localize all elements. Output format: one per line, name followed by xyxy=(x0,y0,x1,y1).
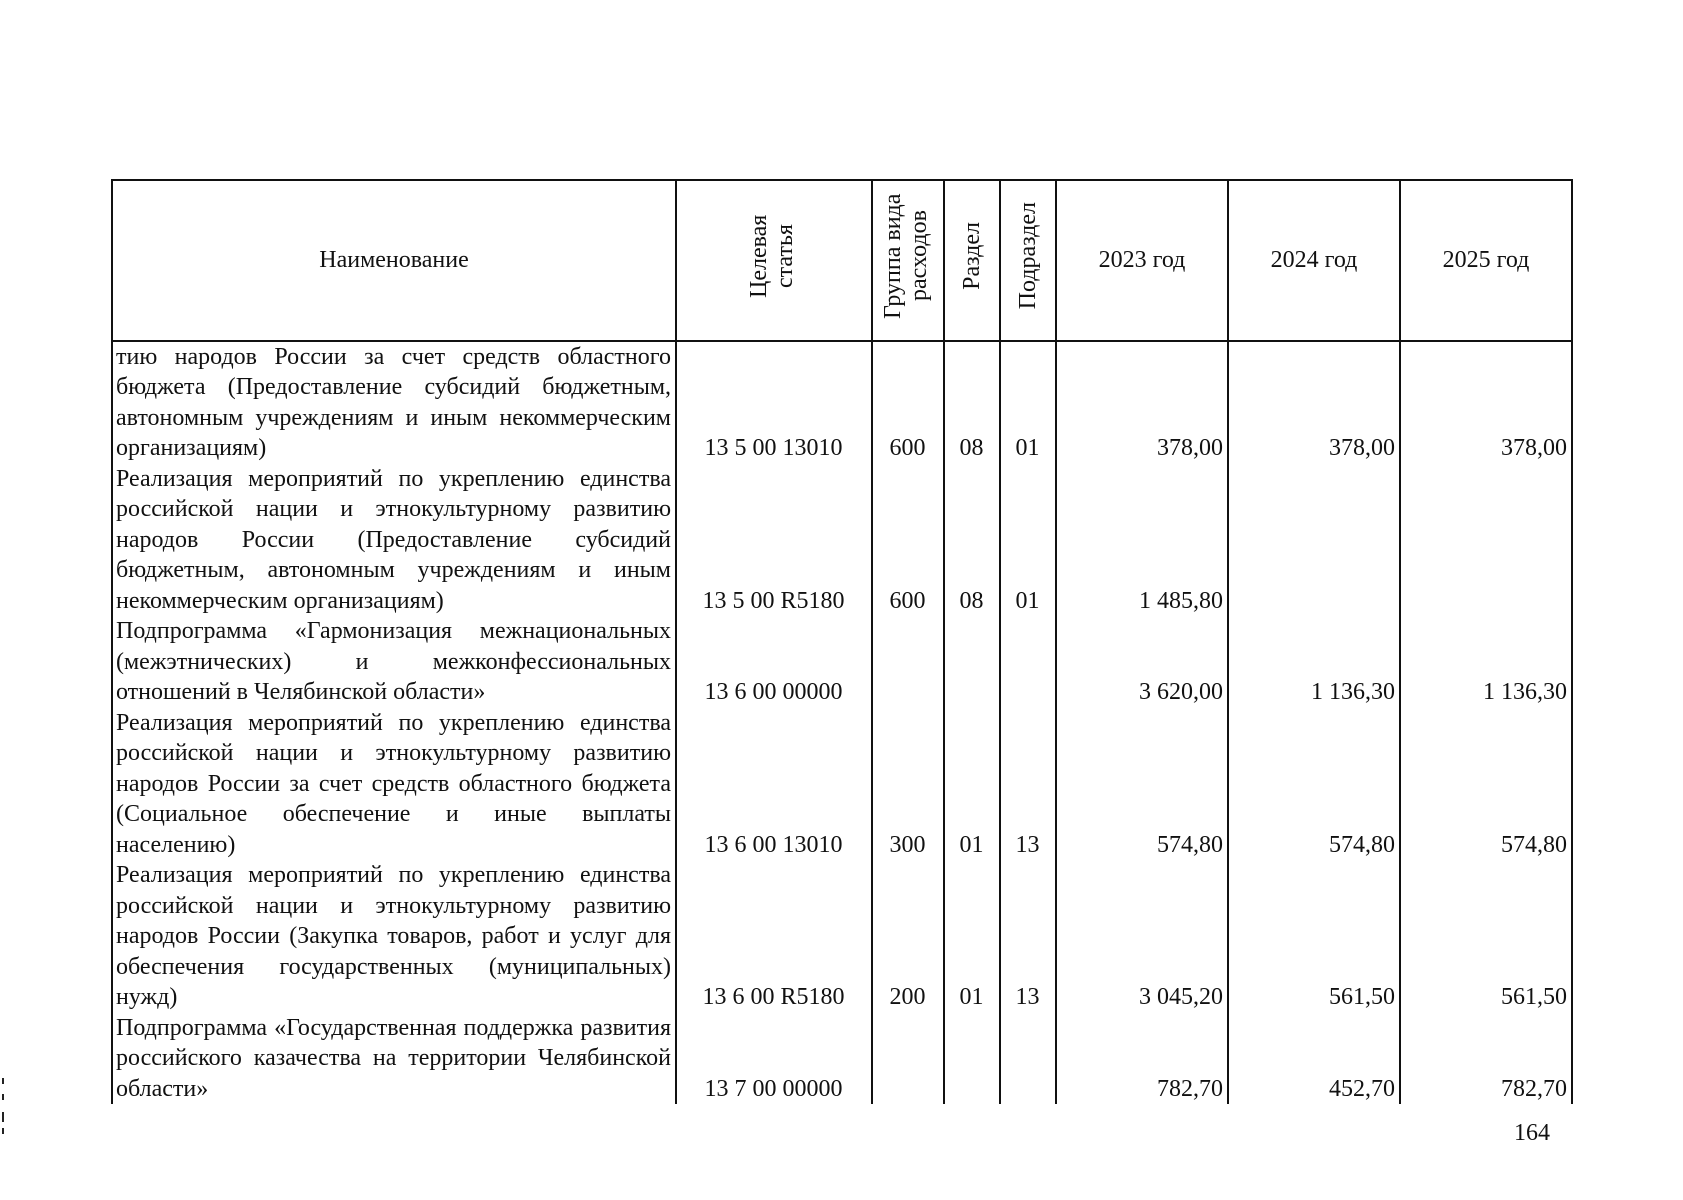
row-value-2023: 3 045,20 xyxy=(1056,860,1228,1013)
table-row xyxy=(112,341,1572,464)
row-expense-group: 200 xyxy=(872,860,944,1013)
row-value-2023: 782,70 xyxy=(1056,1013,1228,1105)
row-subsection: 13 xyxy=(1000,860,1056,1013)
row-value-2024 xyxy=(1228,464,1400,617)
row-value-2023: 574,80 xyxy=(1056,708,1228,861)
scan-artifact xyxy=(2,1128,4,1134)
row-name: Реализация мероприятий по укреплению единства российской нации и этнокультурному развитию народов России (Закупка товаров, работ и услуг для обеспечения государственных (муниципальных) нужд) xyxy=(112,860,676,1013)
row-subsection: 01 xyxy=(1000,464,1056,617)
row-value-2025: 574,80 xyxy=(1400,708,1572,861)
row-name: Реализация мероприятий по укреплению единства российской нации и этнокультурному развитию народов России за счет средств областного бюджета (Социальное обеспечение и иные выплаты населению) xyxy=(112,708,676,861)
scan-artifact xyxy=(2,1078,4,1084)
row-section: 08 xyxy=(944,464,1000,617)
row-subsection: 01 xyxy=(1000,341,1056,464)
row-target-code: 13 6 00 00000 xyxy=(676,616,872,708)
table-row xyxy=(112,464,1572,617)
table-row xyxy=(112,616,1572,708)
row-section xyxy=(944,616,1000,708)
header-subsection: Подраздел xyxy=(1000,180,1056,341)
row-value-2023: 3 620,00 xyxy=(1056,616,1228,708)
header-row xyxy=(112,180,1572,341)
table-row xyxy=(112,860,1572,1013)
row-section: 08 xyxy=(944,341,1000,464)
row-section xyxy=(944,1013,1000,1105)
table-row xyxy=(112,708,1572,861)
header-2025: 2025 год xyxy=(1400,180,1572,341)
row-section: 01 xyxy=(944,708,1000,861)
header-name: Наименование xyxy=(112,180,676,341)
row-value-2025 xyxy=(1400,464,1572,617)
row-value-2024: 452,70 xyxy=(1228,1013,1400,1105)
row-target-code: 13 5 00 13010 xyxy=(676,341,872,464)
row-name: Подпрограмма «Гармонизация межнациональных (межэтнических) и межконфессиональных отношений в Челябинской области» xyxy=(112,616,676,708)
row-target-code: 13 7 00 00000 xyxy=(676,1013,872,1105)
row-value-2025: 1 136,30 xyxy=(1400,616,1572,708)
row-expense-group: 600 xyxy=(872,341,944,464)
row-value-2024: 574,80 xyxy=(1228,708,1400,861)
row-subsection xyxy=(1000,616,1056,708)
header-expense-group: Группа вида расходов xyxy=(872,180,944,341)
scan-artifact xyxy=(2,1112,4,1122)
row-value-2025: 378,00 xyxy=(1400,341,1572,464)
row-expense-group xyxy=(872,616,944,708)
row-subsection: 13 xyxy=(1000,708,1056,861)
row-value-2024: 378,00 xyxy=(1228,341,1400,464)
row-name: Реализация мероприятий по укреплению единства российской нации и этнокультурному развитию народов России (Предоставление субсидий бюджетным, автономным учреждениям и иным некоммерческим организациям) xyxy=(112,464,676,617)
row-value-2023: 1 485,80 xyxy=(1056,464,1228,617)
row-target-code: 13 5 00 R5180 xyxy=(676,464,872,617)
row-expense-group: 600 xyxy=(872,464,944,617)
row-value-2025: 782,70 xyxy=(1400,1013,1572,1105)
row-value-2024: 561,50 xyxy=(1228,860,1400,1013)
row-target-code: 13 6 00 13010 xyxy=(676,708,872,861)
row-subsection xyxy=(1000,1013,1056,1105)
budget-table xyxy=(111,179,1573,1104)
header-2023: 2023 год xyxy=(1056,180,1228,341)
row-expense-group xyxy=(872,1013,944,1105)
scan-artifact xyxy=(2,1094,4,1100)
row-target-code: 13 6 00 R5180 xyxy=(676,860,872,1013)
header-target: Целевая статья xyxy=(676,180,872,341)
header-section: Раздел xyxy=(944,180,1000,341)
row-expense-group: 300 xyxy=(872,708,944,861)
row-name: тию народов России за счет средств областного бюджета (Предоставление субсидий бюджетным, автономным учреждениям и иным некоммерческим организациям) xyxy=(112,341,676,464)
page-number: 164 xyxy=(1514,1120,1550,1146)
row-value-2024: 1 136,30 xyxy=(1228,616,1400,708)
row-value-2025: 561,50 xyxy=(1400,860,1572,1013)
row-value-2023: 378,00 xyxy=(1056,341,1228,464)
table-row xyxy=(112,1013,1572,1105)
row-name: Подпрограмма «Государственная поддержка развития российского казачества на территории Челябинской области» xyxy=(112,1013,676,1105)
row-section: 01 xyxy=(944,860,1000,1013)
header-2024: 2024 год xyxy=(1228,180,1400,341)
